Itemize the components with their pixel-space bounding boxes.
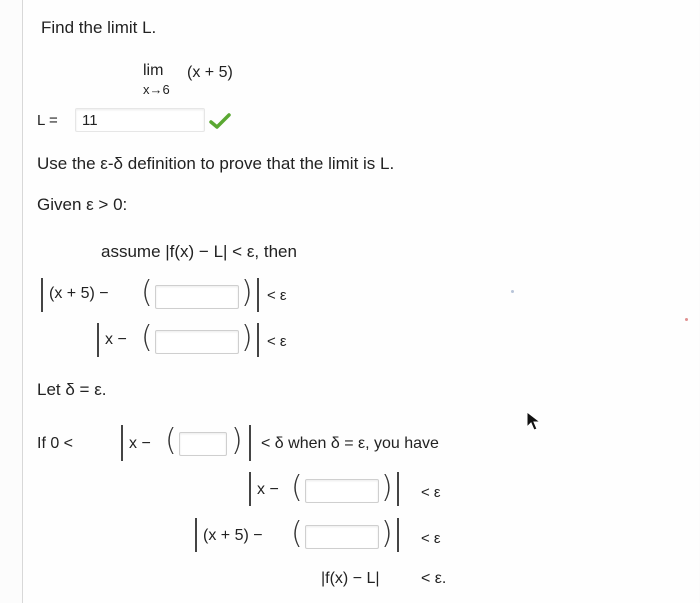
limit-lim: lim [143, 62, 164, 79]
abs-bar-left [41, 278, 43, 312]
step1-left: (x + 5) − [49, 285, 109, 302]
answer-input[interactable]: 11 [75, 108, 205, 132]
answer-label: L = [37, 112, 58, 129]
step3-left: x − [257, 481, 279, 498]
conclusion-right: < ε. [421, 570, 447, 587]
step4-left: (x + 5) − [203, 527, 263, 544]
mouse-pointer-icon [525, 410, 543, 432]
abs-bar-right [397, 518, 399, 552]
close-paren: ) [381, 470, 393, 505]
open-paren: ( [141, 320, 153, 355]
step4-input[interactable] [305, 525, 379, 549]
step1-input[interactable] [155, 285, 239, 309]
abs-bar-right [249, 425, 251, 461]
if-input[interactable] [179, 432, 227, 456]
step4-right: < ε [421, 530, 441, 547]
open-paren: ( [141, 275, 153, 310]
close-paren: ) [241, 275, 253, 310]
abs-bar-left [195, 518, 197, 552]
close-paren: ) [241, 320, 253, 355]
if-prefix: If 0 < [37, 435, 74, 452]
abs-bar-left [97, 323, 99, 357]
given-line: Given ε > 0: [37, 195, 128, 214]
problem-panel [22, 0, 699, 603]
limit-subscript: x→6 [143, 82, 170, 97]
step2-left: x − [105, 331, 127, 348]
if-suffix: < δ when δ = ε, you have [261, 435, 439, 452]
close-paren: ) [381, 516, 393, 551]
limit-expression: (x + 5) [187, 64, 233, 81]
speck [685, 318, 688, 321]
abs-bar-right [397, 472, 399, 506]
close-paren: ) [231, 423, 243, 458]
abs-bar-left [249, 472, 251, 506]
let-delta: Let δ = ε. [37, 380, 107, 399]
abs-bar-left [121, 425, 123, 461]
step1-right: < ε [267, 287, 287, 304]
check-icon [209, 112, 231, 130]
speck [511, 290, 514, 293]
step2-input[interactable] [155, 330, 239, 354]
conclusion-left: |f(x) − L| [321, 570, 380, 587]
step2-right: < ε [267, 333, 287, 350]
abs-bar-right [257, 323, 259, 357]
step3-input[interactable] [305, 479, 379, 503]
open-paren: ( [291, 470, 303, 505]
open-paren: ( [165, 423, 177, 458]
assume-line: assume |f(x) − L| < ε, then [101, 242, 297, 261]
definition-prompt: Use the ε-δ definition to prove that the limit is L. [37, 154, 395, 173]
abs-bar-right [257, 278, 259, 312]
step3-right: < ε [421, 484, 441, 501]
problem-title: Find the limit L. [41, 18, 157, 37]
if-left: x − [129, 435, 151, 452]
open-paren: ( [291, 516, 303, 551]
